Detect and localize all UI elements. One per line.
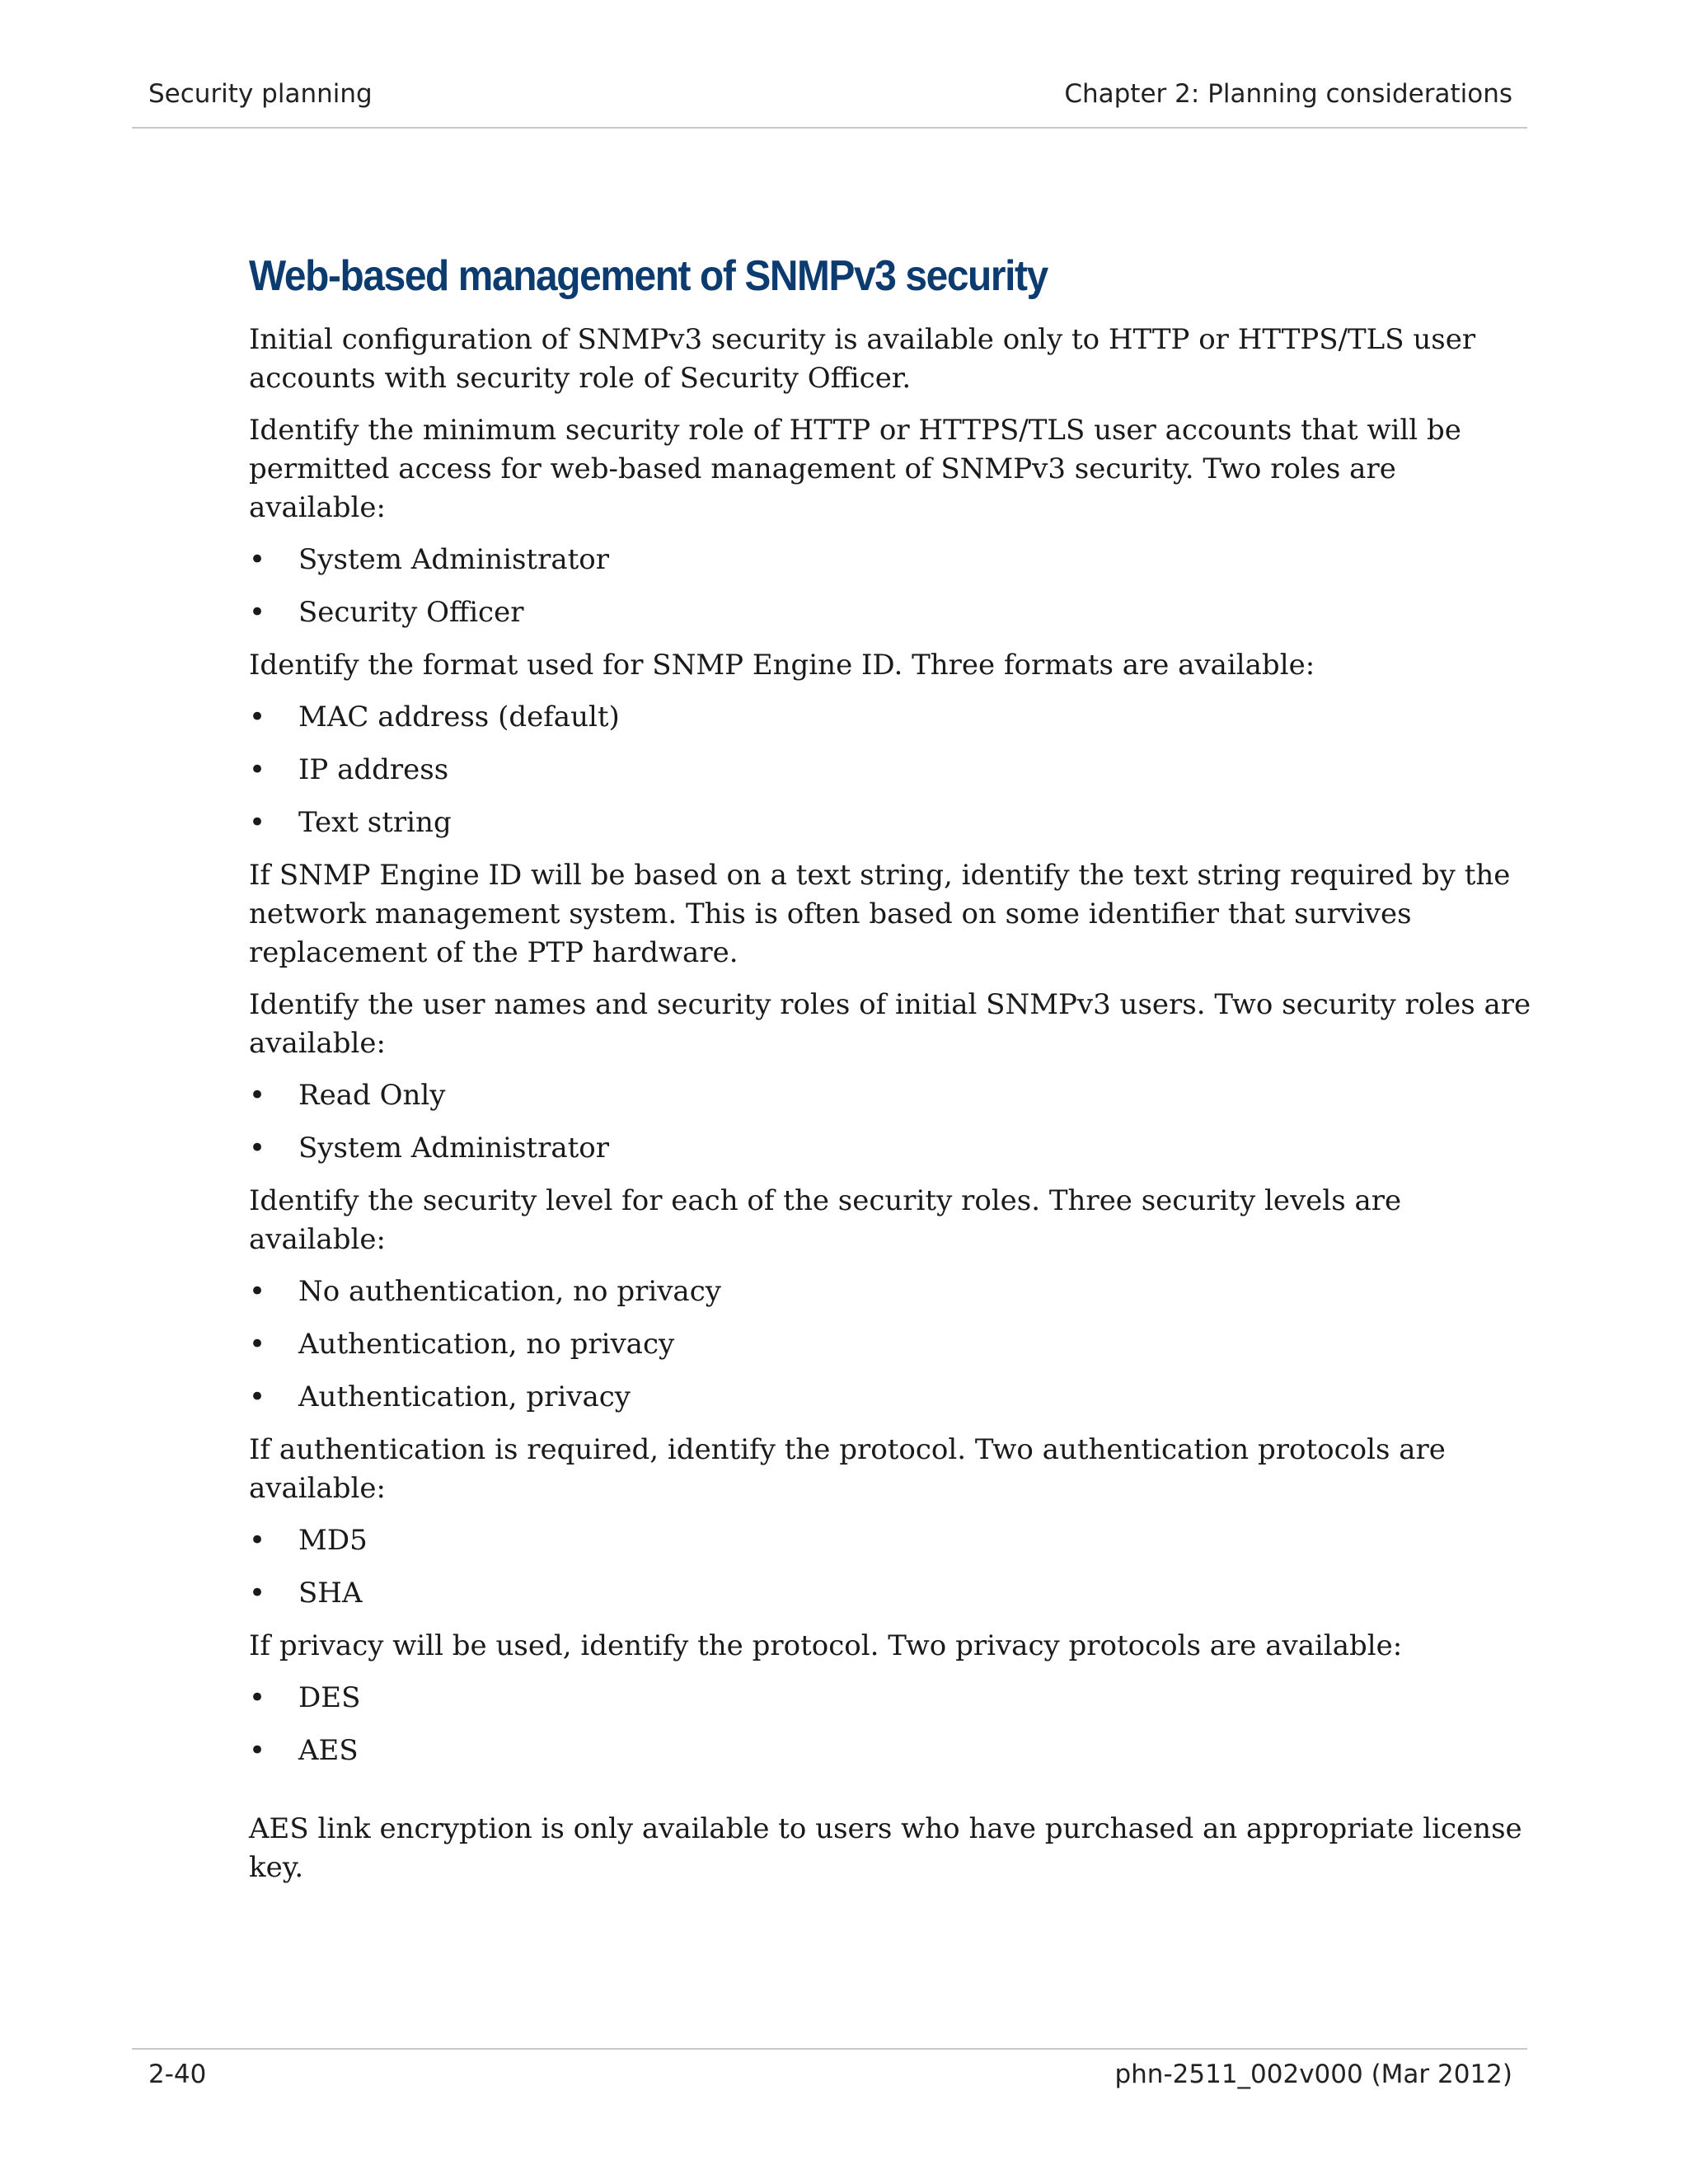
list-item: • System Administrator bbox=[249, 541, 1535, 579]
list-engine-id-formats bbox=[249, 698, 1535, 842]
page-number: 2-40 bbox=[148, 2060, 207, 2089]
paragraph-initial-users: Identify the user names and security roles of initial SNMPv3 users. Two security roles are available: bbox=[249, 988, 1531, 1060]
list-item: • Authentication, no privacy bbox=[249, 1325, 1535, 1364]
header-chapter-title: Chapter 2: Planning considerations bbox=[1064, 79, 1512, 109]
list-item: • Text string bbox=[249, 804, 1535, 842]
paragraph-privacy: If privacy will be used, identify the protocol. Two privacy protocols are available: bbox=[249, 1629, 1403, 1662]
list-item: • No authentication, no privacy bbox=[249, 1272, 1535, 1311]
paragraph-authentication: If authentication is required, identify the protocol. Two authentication protocols are available: bbox=[249, 1433, 1446, 1505]
paragraph-text-string: If SNMP Engine ID will be based on a text string, identify the text string required by the network management system. This is often based on some identifier that survives replacement of the PTP hardware. bbox=[249, 859, 1511, 969]
list-item: • IP address bbox=[249, 751, 1535, 790]
page-footer bbox=[132, 2048, 1527, 2099]
list-item: • MAC address (default) bbox=[249, 698, 1535, 737]
list-item: • SHA bbox=[249, 1574, 1535, 1613]
main-content bbox=[249, 251, 1535, 1900]
paragraph-security-level: Identify the security level for each of the security roles. Three security levels are available: bbox=[249, 1184, 1402, 1256]
list-item: • AES bbox=[249, 1732, 1535, 1770]
paragraph-engine-id-format: Identify the format used for SNMP Engine ID. Three formats are available: bbox=[249, 649, 1315, 682]
list-item: • Read Only bbox=[249, 1076, 1535, 1115]
list-privacy-protocols bbox=[249, 1679, 1535, 1770]
list-item: • MD5 bbox=[249, 1521, 1535, 1560]
paragraph-minimum-role: Identify the minimum security role of HTTP or HTTPS/TLS user accounts that will be permitted access for web-based management of SNMPv3 security. Two roles are available: bbox=[249, 414, 1461, 524]
list-roles bbox=[249, 541, 1535, 632]
list-item: • System Administrator bbox=[249, 1129, 1535, 1168]
list-security-levels bbox=[249, 1272, 1535, 1417]
header-section-title: Security planning bbox=[148, 79, 373, 109]
list-item: • Security Officer bbox=[249, 593, 1535, 632]
list-item: • DES bbox=[249, 1679, 1535, 1718]
page-header bbox=[132, 79, 1527, 129]
list-item: • Authentication, privacy bbox=[249, 1378, 1535, 1417]
section-heading: Web-based management of SNMPv3 security bbox=[249, 252, 1048, 300]
paragraph-initial-config: Initial configuration of SNMPv3 security is available only to HTTP or HTTPS/TLS user accounts with security role of Security Officer. bbox=[249, 323, 1476, 395]
list-user-roles bbox=[249, 1076, 1535, 1168]
list-auth-protocols bbox=[249, 1521, 1535, 1613]
document-id: phn-2511_002v000 (Mar 2012) bbox=[1114, 2060, 1512, 2089]
note-aes-license: AES link encryption is only available to users who have purchased an appropriate license key. bbox=[249, 1812, 1522, 1884]
